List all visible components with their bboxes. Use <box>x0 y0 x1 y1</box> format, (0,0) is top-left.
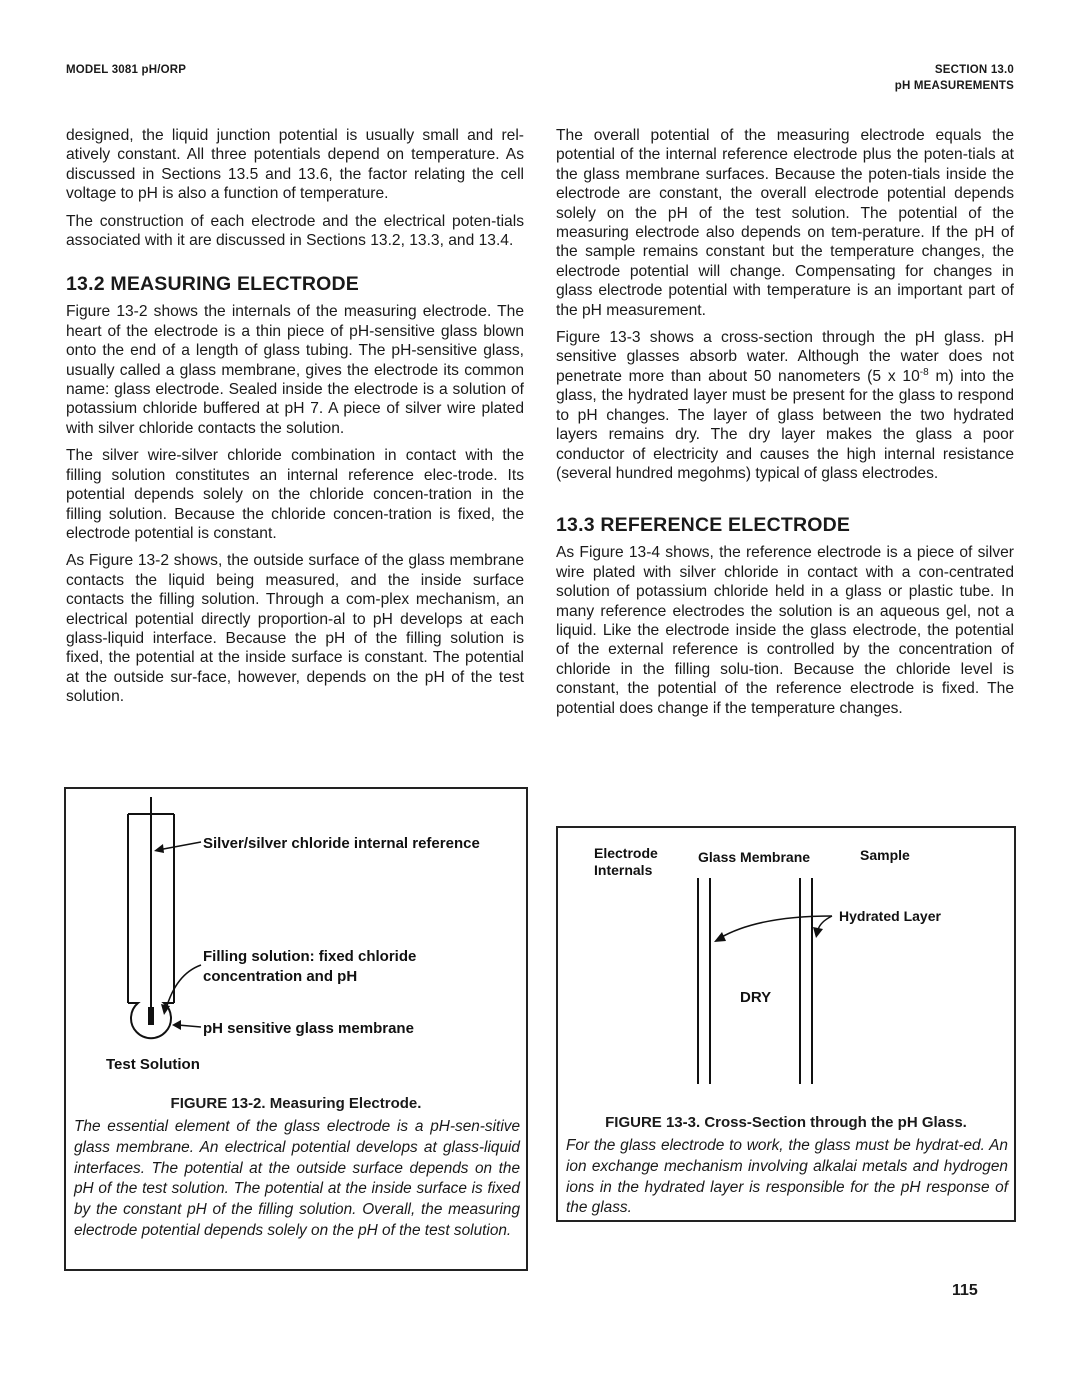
label-filling-solution: Filling solution: fixed chloride <box>203 948 417 965</box>
header-section <box>895 62 1014 94</box>
label-glass-membrane: Glass Membrane <box>698 849 811 865</box>
paragraph: As Figure 13-4 shows, the reference electrode is a piece of silver wire plated with silver chloride in contact with a con-centrated solution of potassium chloride held in a glass or plastic tube. In many reference electrodes the solution is an aqueous gel, not a liquid. Like the electrode inside the glass electrode, the potential of the external reference is controlled by the concentration of chloride in the filling solu-tion. Because the chloride level is constant, the potential of the reference electrode is fixed. The potential does change if the temperature changes. <box>556 544 1014 717</box>
figure-caption: FIGURE 13-3. Cross-Section through the pH Glass. <box>605 1114 967 1131</box>
label-sample: Sample <box>860 847 910 863</box>
label-test-solution: Test Solution <box>106 1056 200 1073</box>
paragraph: The construction of each electrode and the electrical poten-tials associated with it are discussed in Sections 13.2, 13.3, and 13.4. <box>66 212 524 250</box>
paragraph: The silver wire-silver chloride combination in contact with the filling solution constitutes an internal reference elec-trode. Its potential depends solely on the chloride concen-tration in the filling solution. Because the chloride concen-tration is fixed, the electrode potential is constant. <box>66 447 524 542</box>
paragraph: As Figure 13-2 shows, the outside surface of the glass membrane contacts the liquid being measured, and the inside surface contacts the filling solution. Through a com-plex mechanism, an electrical potential directly proportion-al to pH develops at each glass-liquid interface. Because the pH of the filling solution is fixed, the potential at the inside surface is constant. The potential at the outside sur-face, however, depends on the pH of the test solution. <box>66 552 524 706</box>
header-model: MODEL 3081 pH/ORP <box>66 64 187 76</box>
measuring-electrode-diagram <box>66 789 526 1089</box>
paragraph: The overall potential of the measuring electrode equals the potential of the internal reference electrode plus the poten-tials at the glass membrane surfaces. Because the poten-tials inside the electrode are constant, the overall electrode potential depends solely on the pH of the test solution. The potential of the measuring electrode also depends on tem-perature. If the pH of the sample remains constant but the temperature changes, the electrode potential will change. Compensating for changes in glass electrode potential with temperature is an important part of the pH measurement. <box>556 127 1014 319</box>
label-hydrated-layer: Hydrated Layer <box>839 908 941 924</box>
section-heading-measuring-electrode: 13.2 MEASURING ELECTRODE <box>66 273 360 296</box>
figure-13-2 <box>64 787 528 1271</box>
paragraph: Figure 13-2 shows the internals of the measuring electrode. The heart of the electrode is a thin piece of pH-sensitive glass blown onto the end of a length of glass tubing. The pH-sensitive glass, usually called a glass membrane, gives the electrode its common name: glass electrode. Sealed inside the electrode is a solution of potassium chloride buffered at pH 7. A piece of silver wire plated with silver chloride contacts the solution. <box>66 303 524 437</box>
header-section-title: pH MEASUREMENTS <box>894 80 1014 92</box>
superscript: -8 <box>919 366 929 378</box>
label-glass-membrane: pH sensitive glass membrane <box>203 1020 414 1037</box>
right-column <box>556 126 1014 726</box>
figure-13-3 <box>556 826 1016 1222</box>
section-heading-reference-electrode: 13.3 REFERENCE ELECTRODE <box>556 514 851 537</box>
label-dry: DRY <box>740 989 772 1006</box>
label-electrode-internals-2: Internals <box>594 862 653 878</box>
label-silver-reference: Silver/silver chloride internal reference <box>203 835 480 852</box>
figure-description: The essential element of the glass electrode is a pH-sen-sitive glass membrane. An electrical potential develops at glass-liquid interfaces. The potential at the outside surface depends on the pH of the test solution. The potential at the inside surface is fixed by the constant pH of the filling solution. Overall, the measuring electrode potential depends solely on the pH of the test solution. <box>74 1118 520 1239</box>
figure-description: For the glass electrode to work, the glass must be hydrat-ed. An ion exchange mechanism involving alkalai metals and hydrogen ions in the hydrated layer is responsible for the pH response of the glass. <box>566 1137 1008 1217</box>
header-section-number: SECTION 13.0 <box>934 64 1014 76</box>
glass-cross-section-diagram <box>558 828 1014 1098</box>
label-electrode-internals: Electrode <box>594 845 658 861</box>
paragraph: Figure 13-3 shows a cross-section through the pH glass. pH sensitive glasses absorb water. Although the water does not penetrate more than about 50 nanometers (5 x $10^{-8}$ m) into the glass, the hydrated layer must be present for the glass to respond to pH changes. The layer of glass between the two hydrated layers remains dry. The dry layer makes the glass a poor conductor of electricity and causes the high internal resistance (several hundred megohms) typical of glass electrodes. <box>556 329 1015 482</box>
left-column <box>66 126 524 715</box>
figure-caption: FIGURE 13-2. Measuring Electrode. <box>170 1095 422 1112</box>
paragraph: designed, the liquid junction potential is usually small and rel-atively constant. All three potentials depend on temperature. As discussed in Sections 13.5 and 13.6, the factor relating the cell voltage to pH is also a function of temperature. <box>66 127 524 203</box>
label-filling-solution-2: concentration and pH <box>203 968 358 985</box>
page-number: 115 <box>952 1282 978 1299</box>
